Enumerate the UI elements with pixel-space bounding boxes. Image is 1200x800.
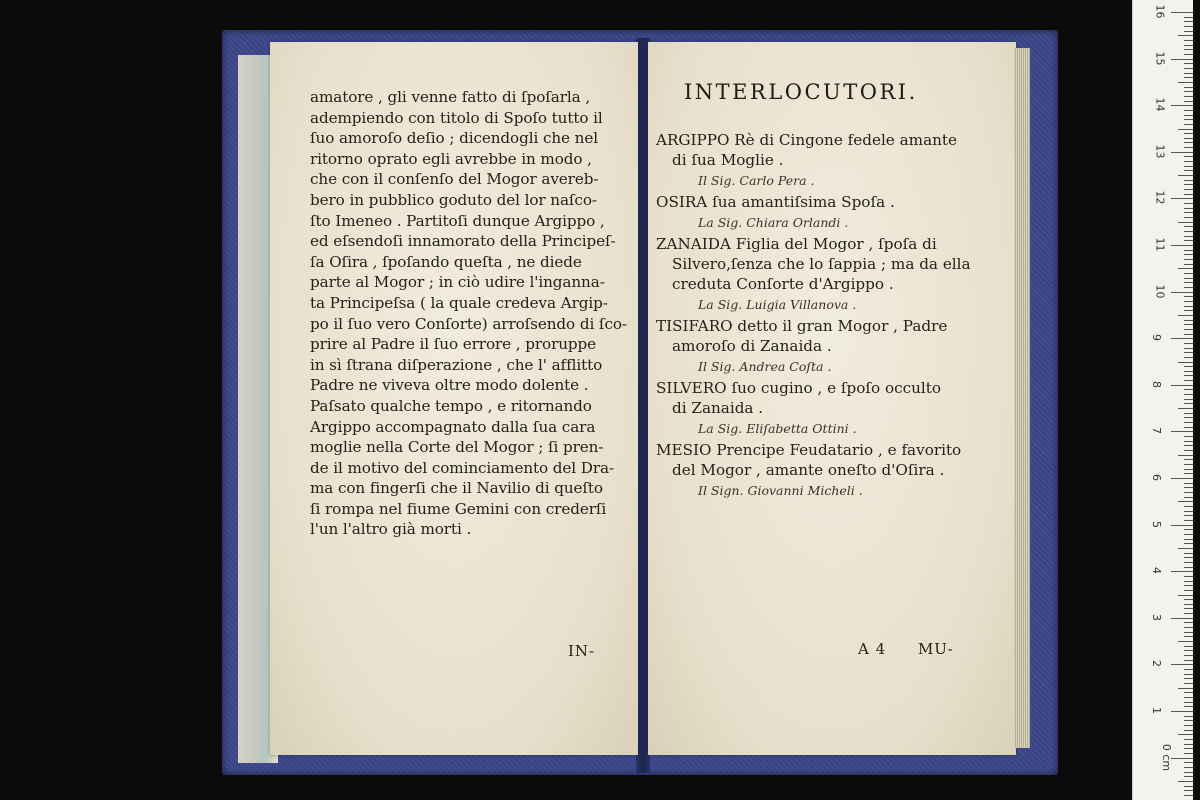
ruler-tick xyxy=(1184,254,1193,255)
ruler-tick xyxy=(1184,520,1193,521)
ruler-tick xyxy=(1184,534,1193,535)
ruler-tick xyxy=(1178,222,1193,223)
ruler-tick xyxy=(1184,236,1193,237)
ruler-tick xyxy=(1184,464,1193,465)
cast-entry xyxy=(656,192,1006,234)
ruler-tick xyxy=(1171,478,1193,479)
text-line: ta Principeſsa ( la quale credeva Argip- xyxy=(310,293,608,312)
ruler-tick xyxy=(1184,683,1193,684)
ruler-tick xyxy=(1184,744,1193,745)
ruler-tick xyxy=(1184,54,1193,55)
ruler-tick xyxy=(1184,730,1193,731)
ruler-tick xyxy=(1184,357,1193,358)
ruler-tick xyxy=(1184,632,1193,633)
text-line: l'un l'altro già morti . xyxy=(310,520,472,539)
ruler-tick xyxy=(1184,40,1193,41)
text-line: prire al Padre il ſuo errore , proruppe xyxy=(310,335,597,354)
ruler-tick xyxy=(1184,450,1193,451)
ruler-label: 5 xyxy=(1150,520,1163,528)
ruler-tick xyxy=(1184,306,1193,307)
ruler-tick xyxy=(1184,371,1193,372)
role-line: creduta Conſorte d'Argippo . xyxy=(672,275,894,293)
ruler-tick xyxy=(1184,739,1193,740)
ruler-tick xyxy=(1184,273,1193,274)
text-line: ed eſsendoſi innamorato della Principeſ- xyxy=(310,232,616,251)
ruler-label: 12 xyxy=(1153,190,1167,205)
ruler-tick xyxy=(1184,469,1193,470)
ruler-tick xyxy=(1184,511,1193,512)
ruler-tick xyxy=(1184,790,1193,791)
ruler-tick xyxy=(1184,506,1193,507)
text-line: ma con fingerſi che il Navilio di queſto xyxy=(310,479,603,498)
ruler-tick xyxy=(1184,375,1193,376)
ruler-label: 11 xyxy=(1153,237,1167,252)
ruler-tick xyxy=(1184,697,1193,698)
ruler-label: 0 cm xyxy=(1160,743,1174,771)
ruler-tick xyxy=(1184,334,1193,335)
cast-entry xyxy=(656,234,1006,316)
ruler-label: 13 xyxy=(1153,144,1167,159)
ruler-tick xyxy=(1184,646,1193,647)
ruler-tick xyxy=(1184,17,1193,18)
text-line: de il motivo del cominciamento del Dra- xyxy=(310,458,615,477)
ruler-label: 15 xyxy=(1153,51,1167,66)
ruler-tick xyxy=(1184,26,1193,27)
text-line: ſto Imeneo . Partitoſi dunque Argippo , xyxy=(310,211,605,230)
page-edge-right xyxy=(1014,48,1030,748)
cast-entry xyxy=(656,378,1006,440)
ruler-tick xyxy=(1184,669,1193,670)
ruler-tick xyxy=(1171,431,1193,432)
ruler-tick xyxy=(1171,12,1193,13)
actor-name: La Sig. Eliſabetta Ottini . xyxy=(698,421,857,436)
ruler-tick xyxy=(1184,264,1193,265)
ruler-tick xyxy=(1184,320,1193,321)
measurement-ruler xyxy=(1132,0,1193,800)
role-line: MESIO Prencipe Feudatario , e favorito xyxy=(656,441,962,459)
role-line: Silvero,ſenza che lo ſappia ; ma da ella xyxy=(672,255,971,273)
ruler-tick xyxy=(1184,795,1193,796)
ruler-tick xyxy=(1184,492,1193,493)
ruler-tick xyxy=(1184,581,1193,582)
ruler-tick xyxy=(1184,138,1193,139)
actor-name: La Sig. Chiara Orlandi . xyxy=(698,215,849,230)
text-line: Padre ne viveva oltre modo dolente . xyxy=(310,376,589,395)
ruler-tick xyxy=(1184,96,1193,97)
ruler-tick xyxy=(1184,296,1193,297)
ruler-tick xyxy=(1184,692,1193,693)
ruler-tick xyxy=(1184,212,1193,213)
ruler-tick xyxy=(1178,129,1193,130)
ruler-tick xyxy=(1184,487,1193,488)
ruler-tick xyxy=(1184,716,1193,717)
ruler-tick xyxy=(1178,82,1193,83)
ruler-tick xyxy=(1184,45,1193,46)
ruler-tick xyxy=(1171,245,1193,246)
ruler-tick xyxy=(1184,557,1193,558)
ruler-tick xyxy=(1184,287,1193,288)
ruler-tick xyxy=(1171,105,1193,106)
ruler-tick xyxy=(1184,110,1193,111)
page-title: INTERLOCUTORI. xyxy=(684,80,918,104)
ruler-tick xyxy=(1184,706,1193,707)
ruler-tick xyxy=(1171,664,1193,665)
ruler-tick xyxy=(1184,352,1193,353)
ruler-tick xyxy=(1184,73,1193,74)
role-line: SILVERO ſuo cugino , e ſpoſo occulto xyxy=(656,379,942,397)
ruler-tick xyxy=(1178,315,1193,316)
ruler-label: 14 xyxy=(1153,97,1167,112)
ruler-tick xyxy=(1184,567,1193,568)
ruler-tick xyxy=(1184,278,1193,279)
ruler-tick xyxy=(1184,776,1193,777)
ruler-tick xyxy=(1184,539,1193,540)
ruler-tick xyxy=(1178,641,1193,642)
ruler-tick xyxy=(1184,399,1193,400)
ruler-tick xyxy=(1184,427,1193,428)
ruler-label: 9 xyxy=(1150,334,1163,342)
ruler-tick xyxy=(1171,198,1193,199)
ruler-tick xyxy=(1184,380,1193,381)
ruler-tick xyxy=(1178,781,1193,782)
ruler-label: 4 xyxy=(1150,567,1163,575)
ruler-tick xyxy=(1184,348,1193,349)
ruler-tick xyxy=(1184,576,1193,577)
ruler-tick xyxy=(1184,702,1193,703)
ruler-tick xyxy=(1184,497,1193,498)
ruler-tick xyxy=(1184,403,1193,404)
ruler-tick xyxy=(1184,604,1193,605)
ruler-tick xyxy=(1184,553,1193,554)
ruler-tick xyxy=(1184,124,1193,125)
ruler-tick xyxy=(1184,87,1193,88)
ruler-tick xyxy=(1184,324,1193,325)
ruler-tick xyxy=(1184,147,1193,148)
ruler-tick xyxy=(1184,226,1193,227)
ruler-tick xyxy=(1184,562,1193,563)
ruler-label: 7 xyxy=(1150,427,1163,435)
ruler-tick xyxy=(1178,175,1193,176)
ruler-tick xyxy=(1171,152,1193,153)
ruler-tick xyxy=(1171,525,1193,526)
left-page-text xyxy=(310,87,626,540)
ruler-tick xyxy=(1184,413,1193,414)
ruler-tick xyxy=(1184,608,1193,609)
actor-name: La Sig. Luigia Villanova . xyxy=(698,297,857,312)
ruler-tick xyxy=(1178,455,1193,456)
right-catchword: MU- xyxy=(917,640,954,658)
ruler-tick xyxy=(1184,366,1193,367)
ruler-tick xyxy=(1184,189,1193,190)
ruler-tick xyxy=(1184,250,1193,251)
ruler-tick xyxy=(1178,408,1193,409)
ruler-tick xyxy=(1178,595,1193,596)
ruler-tick xyxy=(1184,184,1193,185)
right-page xyxy=(648,42,1016,755)
ruler-tick xyxy=(1184,68,1193,69)
ruler-tick xyxy=(1184,217,1193,218)
ruler-tick xyxy=(1184,483,1193,484)
ruler-tick xyxy=(1178,35,1193,36)
ruler-tick xyxy=(1184,725,1193,726)
ruler-tick xyxy=(1184,772,1193,773)
ruler-tick xyxy=(1184,142,1193,143)
ruler-label: 1 xyxy=(1150,707,1163,714)
ruler-tick xyxy=(1184,329,1193,330)
actor-name: Il Sign. Giovanni Micheli . xyxy=(698,483,863,498)
ruler-tick xyxy=(1184,208,1193,209)
role-line: OSIRA ſua amantiſsima Spoſa . xyxy=(656,193,895,211)
ruler-tick xyxy=(1184,748,1193,749)
cast-entry xyxy=(656,130,1006,192)
ruler-tick xyxy=(1178,268,1193,269)
text-line: bero in pubblico goduto del lor naſco- xyxy=(310,190,597,209)
role-line: di Zanaida . xyxy=(672,399,764,417)
ruler-tick xyxy=(1184,194,1193,195)
role-line: TISIFARO detto il gran Mogor , Padre xyxy=(656,317,948,335)
actor-name: Il Sig. Andrea Coſta . xyxy=(698,359,832,374)
ruler-tick xyxy=(1171,385,1193,386)
text-line: adempiendo con titolo di Spoſo tutto il xyxy=(310,108,603,127)
text-line: po il ſuo vero Conſorte) arroſsendo di ſco- xyxy=(310,314,627,333)
text-line: in sì ſtrana diſperazione , che l' afflitto xyxy=(310,355,603,374)
ruler-tick xyxy=(1184,650,1193,651)
ruler-tick xyxy=(1184,389,1193,390)
text-line: amatore , gli venne fatto di ſpoſarla , xyxy=(310,88,591,106)
ruler-tick xyxy=(1178,362,1193,363)
ruler-tick xyxy=(1171,618,1193,619)
ruler-tick xyxy=(1184,678,1193,679)
ruler-tick xyxy=(1184,49,1193,50)
ruler-tick xyxy=(1178,501,1193,502)
role-line: del Mogor , amante oneſto d'Oſira . xyxy=(672,461,945,479)
ruler-tick xyxy=(1171,59,1193,60)
ruler-tick xyxy=(1184,101,1193,102)
text-line: ſi rompa nel fiume Gemini con crederſi xyxy=(310,499,607,518)
ruler-tick xyxy=(1184,767,1193,768)
ruler-tick xyxy=(1184,590,1193,591)
ruler-tick xyxy=(1184,259,1193,260)
ruler-tick xyxy=(1184,422,1193,423)
ruler-tick xyxy=(1178,548,1193,549)
ruler-tick xyxy=(1184,622,1193,623)
role-line: amoroſo di Zanaida . xyxy=(672,337,832,355)
ruler-tick xyxy=(1184,753,1193,754)
text-line: ritorno oprato egli avrebbe in modo , xyxy=(310,149,592,168)
ruler-tick xyxy=(1184,115,1193,116)
text-line: ſa Oſira , ſpoſando queſta , ne diede xyxy=(310,252,582,271)
ruler-tick xyxy=(1184,31,1193,32)
ruler-tick xyxy=(1184,627,1193,628)
ruler-tick xyxy=(1184,585,1193,586)
ruler-label: 3 xyxy=(1150,613,1163,621)
cast-entry xyxy=(656,316,1006,378)
ruler-tick xyxy=(1171,758,1193,759)
ruler-tick xyxy=(1178,734,1193,735)
ruler-label: 10 xyxy=(1153,284,1167,299)
ruler-tick xyxy=(1171,292,1193,293)
ruler-label: 2 xyxy=(1150,660,1163,668)
ruler-tick xyxy=(1184,660,1193,661)
ruler-tick xyxy=(1178,688,1193,689)
text-line: ſuo amoroſo deſio ; dicendogli che nel xyxy=(310,129,598,148)
ruler-tick xyxy=(1184,231,1193,232)
text-line: Paſsato qualche tempo , e ritornando xyxy=(310,396,592,415)
ruler-tick xyxy=(1184,636,1193,637)
ruler-tick xyxy=(1184,394,1193,395)
actor-name: Il Sig. Carlo Pera . xyxy=(698,173,815,188)
ruler-tick xyxy=(1184,762,1193,763)
ruler-tick xyxy=(1184,133,1193,134)
role-line: ZANAIDA Figlia del Mogor , ſpoſa di xyxy=(656,235,937,253)
ruler-tick xyxy=(1184,441,1193,442)
ruler-tick xyxy=(1184,599,1193,600)
ruler-tick xyxy=(1184,301,1193,302)
ruler-tick xyxy=(1184,156,1193,157)
ruler-tick xyxy=(1184,674,1193,675)
ruler-tick xyxy=(1184,720,1193,721)
ruler-tick xyxy=(1184,240,1193,241)
right-page-footer xyxy=(858,640,954,658)
ruler-tick xyxy=(1184,613,1193,614)
ruler-tick xyxy=(1184,786,1193,787)
ruler-tick xyxy=(1184,63,1193,64)
ruler-tick xyxy=(1171,338,1193,339)
ruler-tick xyxy=(1184,445,1193,446)
ruler-tick xyxy=(1184,203,1193,204)
ruler-tick xyxy=(1184,543,1193,544)
ruler-tick xyxy=(1184,91,1193,92)
ruler-tick xyxy=(1184,161,1193,162)
text-line: Argippo accompagnato dalla ſua cara xyxy=(310,417,596,436)
cast-entry xyxy=(656,440,1006,502)
ruler-tick xyxy=(1184,473,1193,474)
ruler-tick xyxy=(1184,459,1193,460)
ruler-tick xyxy=(1171,711,1193,712)
ruler-tick xyxy=(1184,343,1193,344)
ruler-tick xyxy=(1171,571,1193,572)
ruler-tick xyxy=(1184,310,1193,311)
role-line: ARGIPPO Rè di Cingone fedele amante xyxy=(656,131,958,149)
ruler-tick xyxy=(1184,77,1193,78)
ruler-tick xyxy=(1184,166,1193,167)
ruler-tick xyxy=(1184,21,1193,22)
ruler-tick xyxy=(1184,282,1193,283)
ruler-tick xyxy=(1184,119,1193,120)
ruler-label: 16 xyxy=(1153,4,1167,19)
ruler-tick xyxy=(1184,655,1193,656)
ruler-label: 8 xyxy=(1150,380,1163,388)
ruler-tick xyxy=(1184,436,1193,437)
left-page xyxy=(270,42,638,755)
ruler-label: 6 xyxy=(1150,474,1163,481)
ruler-tick xyxy=(1184,529,1193,530)
text-line: che con il conſenſo del Mogor avereb- xyxy=(310,170,599,189)
ruler-tick xyxy=(1184,515,1193,516)
ruler-tick xyxy=(1184,180,1193,181)
text-line: moglie nella Corte del Mogor ; ſi pren- xyxy=(310,438,604,457)
text-line: parte al Mogor ; in ciò udire l'inganna- xyxy=(310,273,605,292)
left-catchword: IN- xyxy=(568,642,596,660)
ruler-tick xyxy=(1184,417,1193,418)
cast-list xyxy=(656,130,1006,502)
signature-mark: A 4 xyxy=(858,640,887,658)
role-line: di ſua Moglie . xyxy=(672,151,784,169)
ruler-tick xyxy=(1184,170,1193,171)
